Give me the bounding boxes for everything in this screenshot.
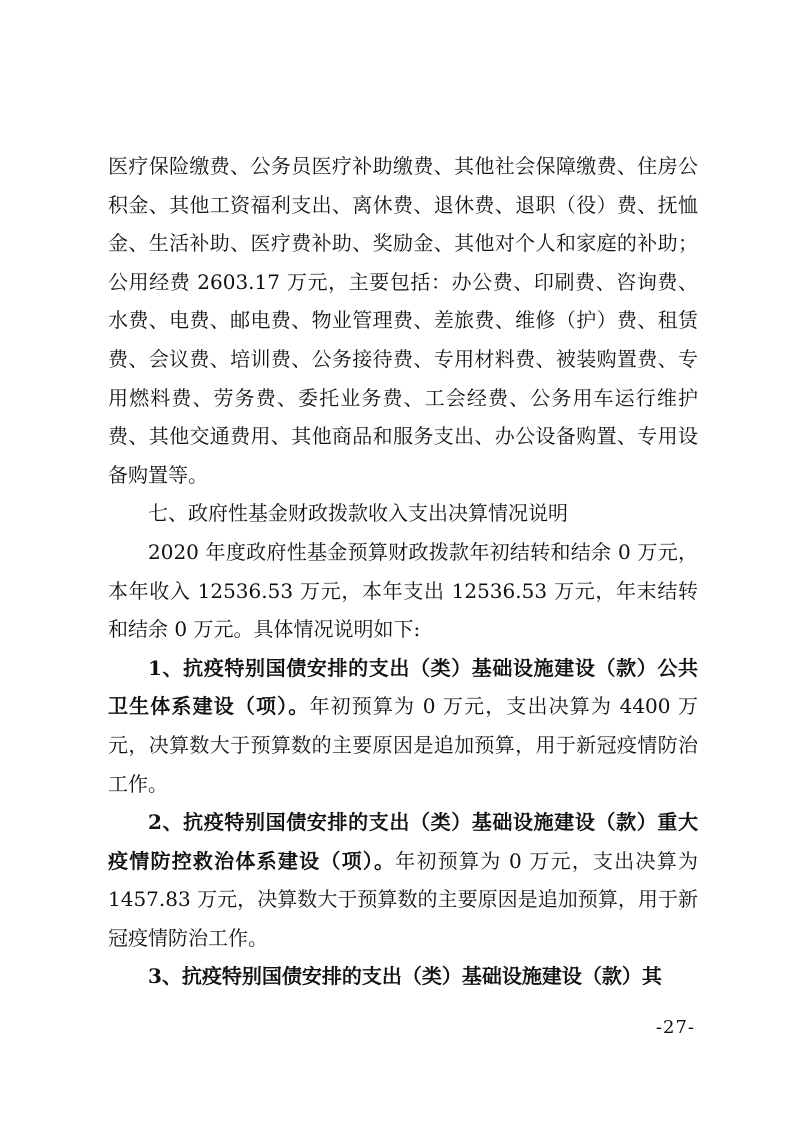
page-number: -27- xyxy=(655,1017,695,1038)
paragraph-personnel-and-public-expenses: 医疗保险缴费、公务员医疗补助缴费、其他社会保障缴费、住房公积金、其他工资福利支出、离休费、退休费、退职（役）费、抚恤金、生活补助、医疗费补助、奖励金、其他对个人和家庭的补助；公用经费 2603.17 万元，主要包括：办公费、印刷费、咨询费、水费、电费、邮电费、物业管理费、差旅费、维修（护）费、租赁费、会议费、培训费、公务接待费、专用材料费、被装购置费、专用燃料费、劳务费、委托业务费、工会经费、公务用车运行维护费、其他交通费用、其他商品和服务支出、办公设备购置、专用设备购置等。 xyxy=(108,154,698,487)
section-heading-7: 七、政府性基金财政拨款收入支出决算情况说明 xyxy=(148,501,568,526)
list-item-1 xyxy=(108,649,698,803)
list-item-2 xyxy=(108,803,698,957)
document-body xyxy=(108,147,698,996)
list-item-2-title: 2、抗疫特别国债安排的支出（类）基础设施建设（款）重大疫情防控救治体系建设（项）。 xyxy=(108,810,698,873)
list-item-1-body: 年初预算为 0 万元，支出决算为 4400 万元，决算数大于预算数的主要原因是追加预算，用于新冠疫情防治工作。 xyxy=(108,694,699,796)
paragraph-fund-summary: 2020 年度政府性基金预算财政拨款年初结转和结余 0 万元，本年收入 12536.53 万元，本年支出 12536.53 万元，年末结转和结余 0 万元。具体情况说明如下: xyxy=(108,539,698,642)
list-item-3-title: 3、抗疫特别国债安排的支出（类）基础设施建设（款）其 xyxy=(148,964,662,989)
list-item-1-title: 1、抗疫特别国债安排的支出（类）基础设施建设（款）公共卫生体系建设（项）。 xyxy=(108,655,698,719)
list-item-2-body: 年初预算为 0 万元，支出决算为 1457.83 万元，决算数大于预算数的主要原因是追加预算，用于新冠疫情防治工作。 xyxy=(108,848,698,950)
list-item-3 xyxy=(108,957,698,996)
